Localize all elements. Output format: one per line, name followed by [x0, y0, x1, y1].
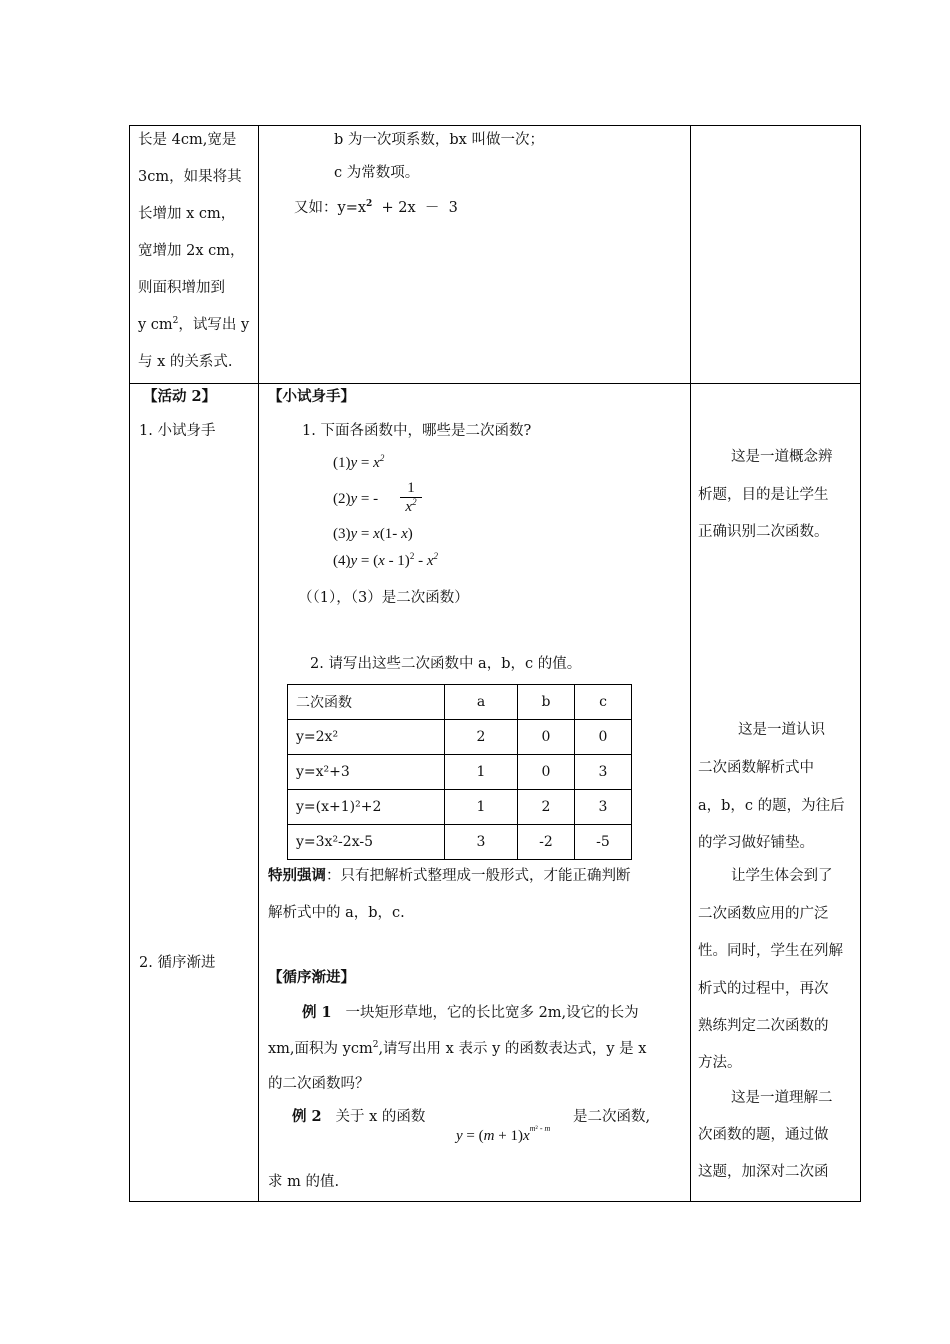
table-cell: 3: [445, 825, 518, 860]
function-3: (3)y = x(1- x): [333, 526, 413, 542]
activity-heading: 【活动 2】: [143, 388, 217, 405]
function-1: $(1)y = x^2$: [333, 453, 385, 471]
table-cell: 1: [445, 790, 518, 825]
note-1-line: 正确识别二次函数。: [698, 524, 829, 540]
table-cell: y=2x²: [288, 720, 445, 755]
function-2: (2)y = -: [333, 491, 379, 507]
table-header: a: [445, 685, 518, 720]
note-2-line: 这是一道认识: [738, 722, 825, 738]
question-2: 2. 请写出这些二次函数中 a，b，c 的值。: [310, 656, 582, 672]
table-cell: 1: [445, 755, 518, 790]
example-2-formula: $y = (m + 1)x^{m^2 - m}$: [456, 1124, 551, 1144]
row1-left-line-unit: [138, 315, 249, 335]
example-rest: + 2x － 3: [372, 200, 458, 216]
note-2-line: a，b，c 的题，为往后: [698, 798, 845, 814]
table-header: 二次函数: [288, 685, 445, 720]
table-row: [288, 720, 632, 755]
example-1-superscript: 2: [372, 1040, 379, 1050]
example-1-text: 一块矩形草地，它的长比宽多 2m,设它的长为: [345, 1005, 639, 1021]
example-1-line-2: [268, 1039, 646, 1059]
table-cell: 0: [575, 720, 632, 755]
unit-text: y cm: [138, 317, 173, 333]
function-4: $(4)y = (x - 1)^2 - x^2$: [333, 551, 438, 569]
example-2-text: 关于 x 的函数: [335, 1109, 426, 1125]
activity-item-2: 2. 循序渐进: [139, 955, 216, 971]
row1-left-line: 则面积增加到: [138, 280, 225, 296]
section-heading-progress: 【循序渐进】: [268, 969, 355, 986]
activity-item-1: 1. 小试身手: [139, 423, 216, 439]
table-cell: y=3x²-2x-5: [288, 825, 445, 860]
note-1-line: 这是一道概念辨: [731, 449, 833, 465]
emphasis-label: 特别强调: [268, 867, 326, 884]
table-cell: 0: [518, 755, 575, 790]
table-cell: 0: [518, 720, 575, 755]
example-superscript: 2: [366, 199, 373, 209]
example-2-label: 例 2: [292, 1108, 322, 1125]
row1-left-line: 宽增加 2x cm，: [138, 243, 245, 259]
table-cell: 3: [575, 755, 632, 790]
note-3-line: 方法。: [698, 1055, 742, 1071]
table-header-row: [288, 685, 632, 720]
example-1-line-1: [302, 1003, 639, 1023]
table-cell: 3: [575, 790, 632, 825]
table-header: c: [575, 685, 632, 720]
row1-left-line: 长增加 x cm，: [138, 206, 236, 222]
example-1-text-a: xm,面积为 ycm: [268, 1041, 373, 1057]
table-row: [288, 755, 632, 790]
function-2-label: (2): [333, 491, 351, 507]
table-row: [288, 825, 632, 860]
row1-left-line: 与 x 的关系式.: [138, 354, 233, 370]
fraction-numerator: 1: [400, 480, 422, 498]
note-1-line: 析题，目的是让学生: [698, 487, 829, 503]
table-cell: -5: [575, 825, 632, 860]
table-cell: 2: [518, 790, 575, 825]
example-2-tail: 是二次函数,: [573, 1109, 651, 1125]
row1-mid-line: c 为常数项。: [334, 165, 420, 181]
function-1-label: (1): [333, 455, 351, 471]
note-4-line: 次函数的题，通过做: [698, 1127, 829, 1143]
note-4-line: 这题，加深对二次函: [698, 1164, 829, 1180]
example-1-line-3: 的二次函数吗？: [268, 1076, 370, 1092]
coefficient-table: [287, 684, 632, 860]
note-2-line: 二次函数解析式中: [698, 760, 814, 776]
note-3-line: 二次函数应用的广泛: [698, 906, 829, 922]
column-divider-left: [258, 126, 259, 1201]
note-3-line: 让学生体会到了: [731, 868, 833, 884]
row1-left-line: 3cm，如果将其: [138, 169, 242, 185]
function-3-label: (3): [333, 526, 351, 542]
row1-left-line: 长是 4cm,宽是: [138, 132, 237, 148]
emphasis-line: [268, 866, 631, 886]
function-2-fraction: $\frac{1}{x^2}$: [400, 480, 422, 516]
table-cell: y=x²+3: [288, 755, 445, 790]
table-header: b: [518, 685, 575, 720]
example-2-line-2: 求 m 的值.: [268, 1174, 340, 1190]
note-3-line: 析式的过程中，再次: [698, 981, 829, 997]
row-divider: [130, 383, 860, 384]
row1-mid-line: b 为一次项系数，bx 叫做一次；: [334, 132, 544, 148]
note-4-line: 这是一道理解二: [731, 1090, 833, 1106]
table-cell: 2: [445, 720, 518, 755]
emphasis-line-2: 解析式中的 a，b，c.: [268, 905, 405, 921]
note-3-line: 性。同时，学生在列解: [698, 943, 843, 959]
example-2-line-1: [292, 1107, 425, 1127]
function-4-label: (4): [333, 553, 351, 569]
unit-superscript: 2: [172, 316, 179, 326]
note-3-line: 熟练判定二次函数的: [698, 1018, 829, 1034]
emphasis-text: ：只有把解析式整理成一般形式，才能正确判断: [326, 868, 631, 884]
table-row: [288, 790, 632, 825]
column-divider-right: [690, 126, 691, 1201]
example-prefix: 又如：y=x: [294, 200, 367, 216]
question-1: 1. 下面各函数中，哪些是二次函数?: [302, 423, 532, 439]
example-1-label: 例 1: [302, 1004, 332, 1021]
table-cell: y=(x+1)²+2: [288, 790, 445, 825]
section-heading-try: 【小试身手】: [268, 388, 355, 405]
table-cell: -2: [518, 825, 575, 860]
unit-tail: ，试写出 y: [178, 317, 250, 333]
example-1-text-b: ,请写出用 x 表示 y 的函数表达式，y 是 x: [378, 1041, 647, 1057]
note-2-line: 的学习做好铺垫。: [698, 835, 814, 851]
row1-example: [294, 198, 458, 218]
answer-1: （（1），（3）是二次函数）: [298, 590, 469, 606]
